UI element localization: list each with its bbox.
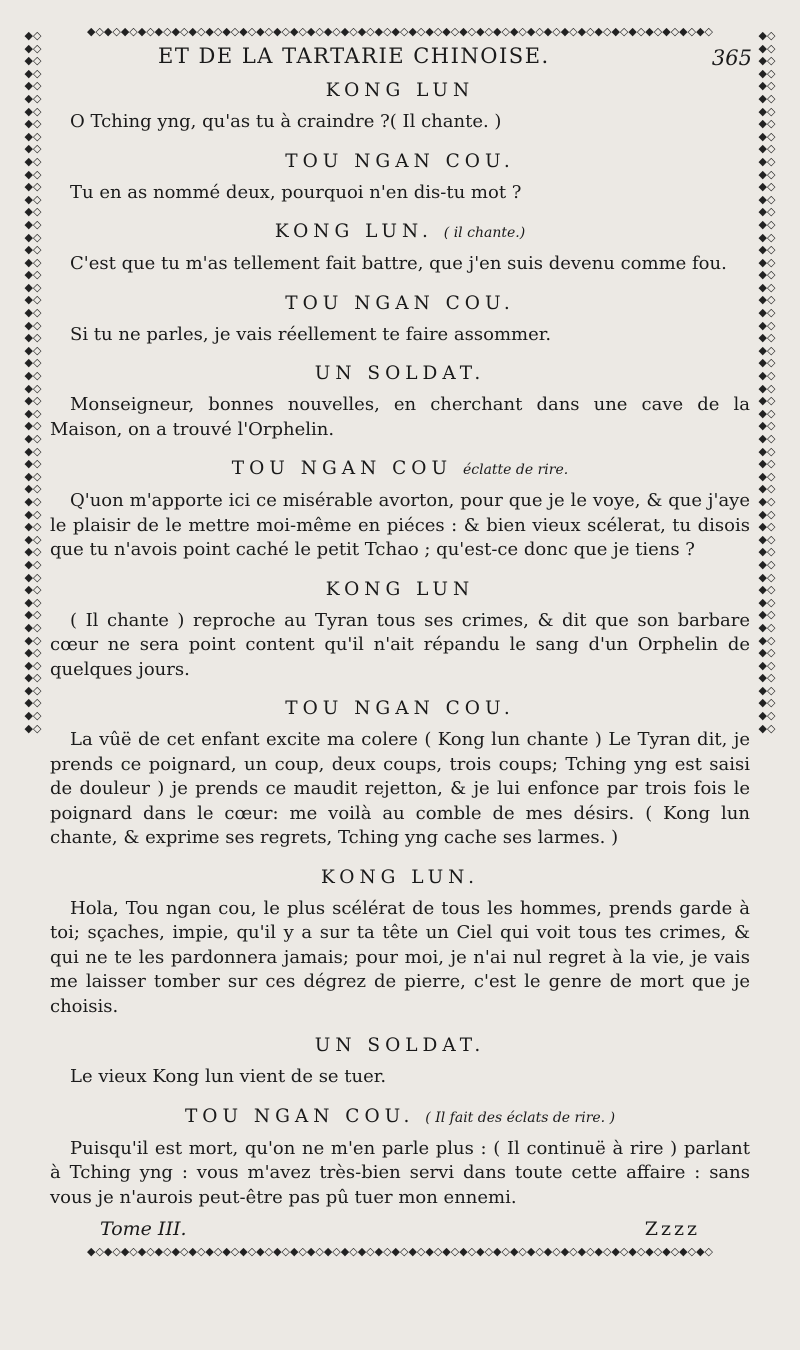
speech-text: Q'uon m'apporte ici ce misérable avorton, pour que je le voye, & que j'aye le plaisir de le mettre moi-même en piéces : & bien vieux scélerat, tu disois que tu n'avois point caché le petit Tchao ; qu'est-ce donc que je tiens ?: [50, 490, 750, 560]
page-number: 365: [711, 46, 752, 70]
running-title: ET DE LA TARTARIE CHINOISE.: [158, 44, 550, 68]
speech-text: O Tching yng, qu'as tu à craindre ?( Il chante. ): [70, 111, 502, 132]
speech-text: Le vieux Kong lun vient de se tuer.: [70, 1066, 387, 1087]
speaker-heading: KONG LUN. ( il chante.): [274, 221, 526, 242]
bottom-ornament-border: ◆◇◆◇◆◇◆◇◆◇◆◇◆◇◆◇◆◇◆◇◆◇◆◇◆◇◆◇◆◇◆◇◆◇◆◇◆◇◆◇◆◇◆◇◆◇◆◇◆◇◆◇◆◇◆◇◆◇◆◇◆◇◆◇◆◇◆◇◆◇◆◇◆◇: [86, 1245, 713, 1258]
speaker-heading: UN SOLDAT.: [314, 363, 486, 384]
speaker-heading: TOU NGAN COU éclatte de rire.: [231, 458, 569, 479]
stage-direction: ( il chante.): [443, 225, 526, 241]
speech-text: La vûë de cet enfant excite ma colere ( Kong lun chante ) Le Tyran dit, je prends ce poignard, un coup, deux coups, trois coups; Tching yng est saisi de douleur ) je prends ce maudit rejetton, & je lui enfonce par trois fois le poignard dans le cœur: me voilà au comble de mes désirs. ( Kong lun chante, & exprime ses regrets, Tching yng cache ses larmes. ): [50, 729, 750, 848]
page-header: [60, 44, 760, 74]
speech-text: Tu en as nommé deux, pourquoi n'en dis-tu mot ?: [70, 181, 522, 203]
speech-text: C'est que tu m'as tellement fait battre, que j'en suis devenu comme fou.: [70, 253, 727, 274]
speaker-heading: KONG LUN: [325, 80, 475, 101]
speech-text: Puisqu'il est mort, qu'on ne m'en parle plus : ( Il continuë à rire ) parlant à Tching yng : vous m'avez très-bien servi dans toute cette affaire : sans vous je n'aurois peut-être pas pû tuer mon ennemi.: [50, 1137, 750, 1208]
speaker-heading: TOU NGAN COU.: [285, 150, 515, 172]
top-ornament-border: ◆◇◆◇◆◇◆◇◆◇◆◇◆◇◆◇◆◇◆◇◆◇◆◇◆◇◆◇◆◇◆◇◆◇◆◇◆◇◆◇◆◇◆◇◆◇◆◇◆◇◆◇◆◇◆◇◆◇◆◇◆◇◆◇◆◇◆◇◆◇◆◇◆◇: [86, 25, 713, 38]
speech-text: Monseigneur, bonnes nouvelles, en cherchant dans une cave de la Maison, on a trouvé l'Orphelin.: [50, 394, 750, 440]
speaker-heading: UN SOLDAT.: [314, 1035, 486, 1056]
speaker-heading: KONG LUN.: [320, 866, 480, 888]
speech-text: ( Il chante ) reproche au Tyran tous ses crimes, & dit que son barbare cœur ne sera point content qu'il n'ait répandu le sang d'un Orphelin de quelques jours.: [50, 609, 750, 680]
page-footer: [100, 1218, 700, 1244]
dialogue-body: [50, 76, 750, 1220]
speaker-heading: TOU NGAN COU.: [285, 292, 515, 314]
signature-mark: Zzzz: [644, 1218, 700, 1240]
speaker-heading: TOU NGAN COU. ( Il fait des éclats de rire. ): [184, 1105, 616, 1127]
speech-text: Si tu ne parles, je vais réellement te faire assommer.: [70, 323, 552, 345]
stage-direction: ( Il fait des éclats de rire. ): [425, 1109, 616, 1126]
speech-text: Hola, Tou ngan cou, le plus scélérat de tous les hommes, prends garde à toi; sçaches, impie, qu'il y a sur ta tête un Ciel qui voit tous tes crimes, & qui ne te les pardonnera jamais; pour moi, je n'ai nul regret à la vie, je vais me laisser tomber sur ces dégrez de pierre, c'est le genre de mort que je choisis.: [50, 897, 750, 1017]
speaker-heading: TOU NGAN COU.: [285, 698, 515, 719]
right-ornament-border: ◆◇◆◇◆◇◆◇◆◇◆◇◆◇◆◇◆◇◆◇◆◇◆◇◆◇◆◇◆◇◆◇◆◇◆◇◆◇◆◇◆◇◆◇◆◇◆◇◆◇◆◇◆◇◆◇◆◇◆◇◆◇◆◇◆◇◆◇◆◇◆◇◆◇◆◇◆◇◆◇◆◇◆◇◆◇◆◇◆◇◆◇◆◇◆◇◆◇◆◇◆◇◆◇◆◇◆◇◆◇◆◇: [758, 30, 776, 735]
speaker-heading: KONG LUN: [325, 578, 475, 600]
left-ornament-border: ◆◇◆◇◆◇◆◇◆◇◆◇◆◇◆◇◆◇◆◇◆◇◆◇◆◇◆◇◆◇◆◇◆◇◆◇◆◇◆◇◆◇◆◇◆◇◆◇◆◇◆◇◆◇◆◇◆◇◆◇◆◇◆◇◆◇◆◇◆◇◆◇◆◇◆◇◆◇◆◇◆◇◆◇◆◇◆◇◆◇◆◇◆◇◆◇◆◇◆◇◆◇◆◇◆◇◆◇◆◇◆◇: [24, 30, 42, 735]
tome-label: Tome III.: [100, 1218, 187, 1240]
stage-direction: éclatte de rire.: [462, 462, 569, 478]
